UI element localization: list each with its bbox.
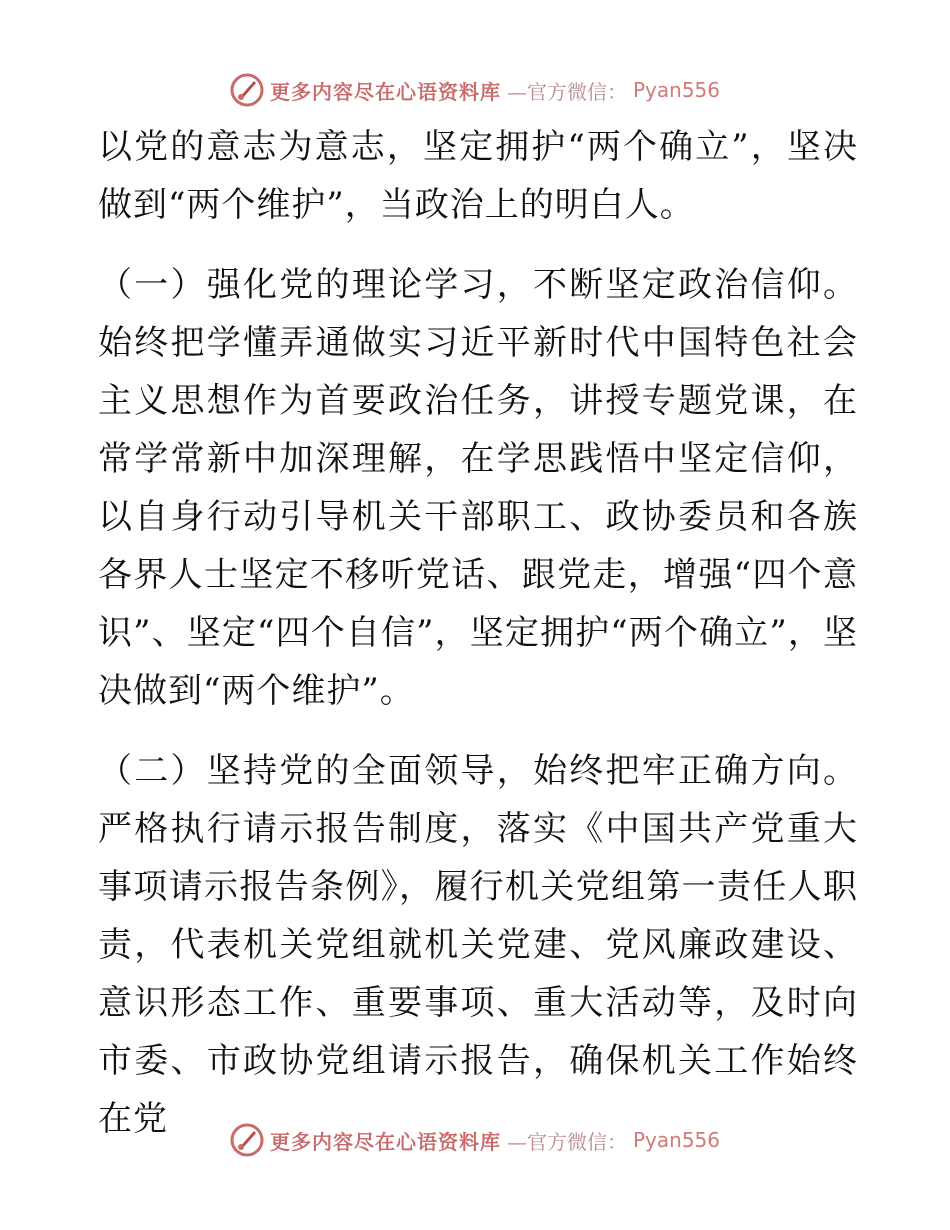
- document-body: [98, 118, 858, 1148]
- quill-logo-icon: [230, 1123, 264, 1157]
- quill-logo-icon: [230, 73, 264, 107]
- watermark-text: 更多内容尽在心语资料库: [269, 1129, 501, 1154]
- intro-paragraph: 以党的意志为意志，坚定拥护“两个确立”，坚决做到“两个维护”，当政治上的明白人。: [98, 127, 858, 225]
- watermark-separator: —官方微信：: [506, 1129, 627, 1154]
- watermark-handle: Pyan556: [632, 78, 720, 102]
- section-paragraph-2: [98, 742, 858, 1148]
- watermark-separator: —官方微信：: [506, 79, 627, 104]
- footer-watermark: [0, 1120, 950, 1160]
- watermark-handle: Pyan556: [632, 1128, 720, 1152]
- section-heading-1: （一）强化党的理论学习，不断坚定政治信仰。: [98, 265, 858, 305]
- section-paragraph-1: [98, 256, 858, 720]
- section-body-1: 始终把学懂弄通做实习近平新时代中国特色社会主义思想作为首要政治任务，讲授专题党课，在常学常新中加深理解，在学思践悟中坚定信仰，以自身行动引导机关干部职工、政协委员和各族各界人士坚定不移听党话、跟党走，增强“四个意识”、坚定“四个自信”，坚定拥护“两个确立”，坚决做到“两个维护”。: [98, 323, 858, 711]
- section-body-2: 严格执行请示报告制度，落实《中国共产党重大事项请示报告条例》，履行机关党组第一责任人职责，代表机关党组就机关党建、党风廉政建设、意识形态工作、重要事项、重大活动等，及时向市委、市政协党组请示报告，确保机关工作始终在党: [98, 809, 858, 1139]
- watermark-text: 更多内容尽在心语资料库: [269, 79, 501, 104]
- header-watermark: [0, 70, 950, 110]
- section-heading-2: （二）坚持党的全面领导，始终把牢正确方向。: [98, 751, 858, 791]
